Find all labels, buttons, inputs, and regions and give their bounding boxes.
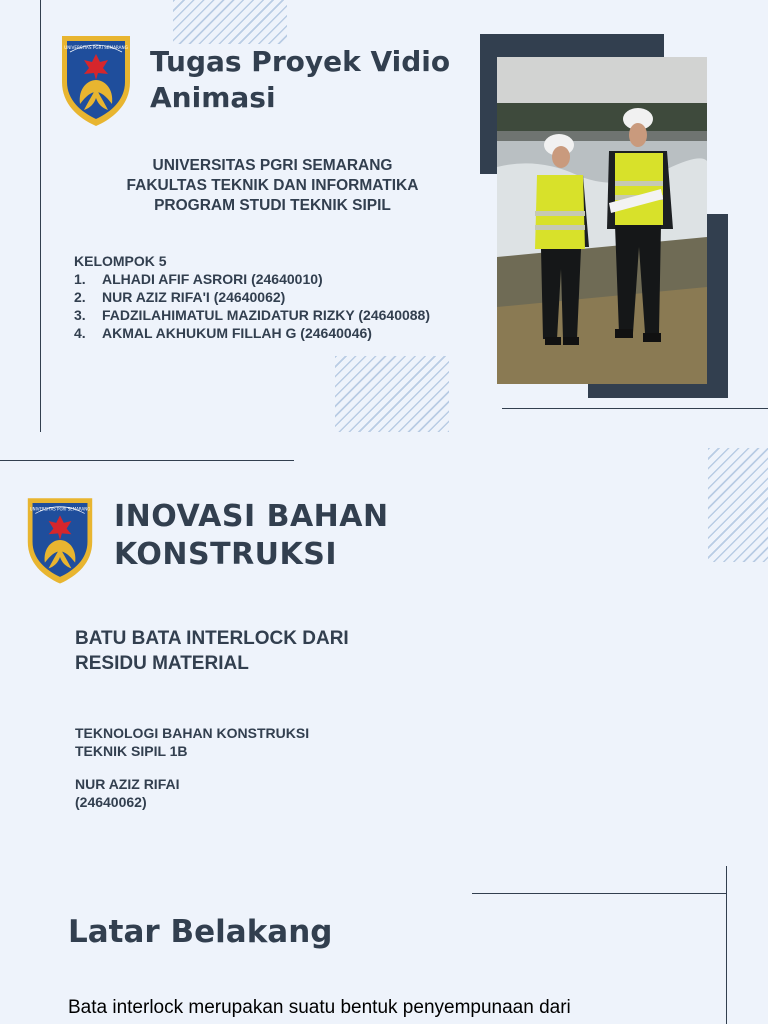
list-item: 2. NUR AZIZ RIFA'I (24640062) [74, 289, 286, 305]
university-name: UNIVERSITAS PGRI SEMARANG [152, 157, 393, 174]
university-block [70, 156, 475, 216]
group-members [74, 252, 494, 342]
group-label: KELOMPOK 5 [74, 253, 167, 269]
divider-horizontal [0, 460, 294, 461]
logo-text: UNIVERSITAS PGRI SEMARANG [29, 506, 91, 512]
university-logo [24, 492, 96, 586]
university-logo [58, 30, 134, 128]
study-program: PROGRAM STUDI TEKNIK SIPIL [154, 197, 391, 214]
logo-text: UNIVERSITAS PGRI SEMARANG [64, 45, 128, 50]
engineers-photo [497, 57, 707, 384]
course-info: TEKNOLOGI BAHAN KONSTRUKSI TEKNIK SIPIL 1B [75, 725, 310, 759]
list-item: 1. ALHADI AFIF ASRORI (24640010) [74, 271, 323, 287]
divider-horizontal [502, 408, 768, 409]
hatch-decoration [708, 448, 768, 562]
body-text: Bata interlock merupakan suatu bentuk penyempunaan dari [68, 997, 571, 1018]
list-item: 4. AKMAL AKHUKUM FILLAH G (24640046) [74, 325, 372, 341]
author-info: NUR AZIZ RIFAI (24640062) [75, 776, 180, 810]
slide-title: INOVASI BAHAN KONSTRUKSI [114, 499, 389, 572]
divider-horizontal [472, 893, 726, 894]
project-title: Tugas Proyek Vidio Animasi [150, 45, 451, 114]
slide-subtitle: BATU BATA INTERLOCK DARI RESIDU MATERIAL [75, 628, 349, 674]
divider-vertical [40, 0, 41, 432]
hatch-decoration [173, 0, 287, 44]
divider-vertical [726, 866, 727, 1024]
faculty-name: FAKULTAS TEKNIK DAN INFORMATIKA [126, 177, 419, 194]
hatch-decoration [335, 356, 449, 432]
section-title: Latar Belakang [68, 914, 333, 950]
list-item: 3. FADZILAHIMATUL MAZIDATUR RIZKY (24640088) [74, 307, 430, 323]
